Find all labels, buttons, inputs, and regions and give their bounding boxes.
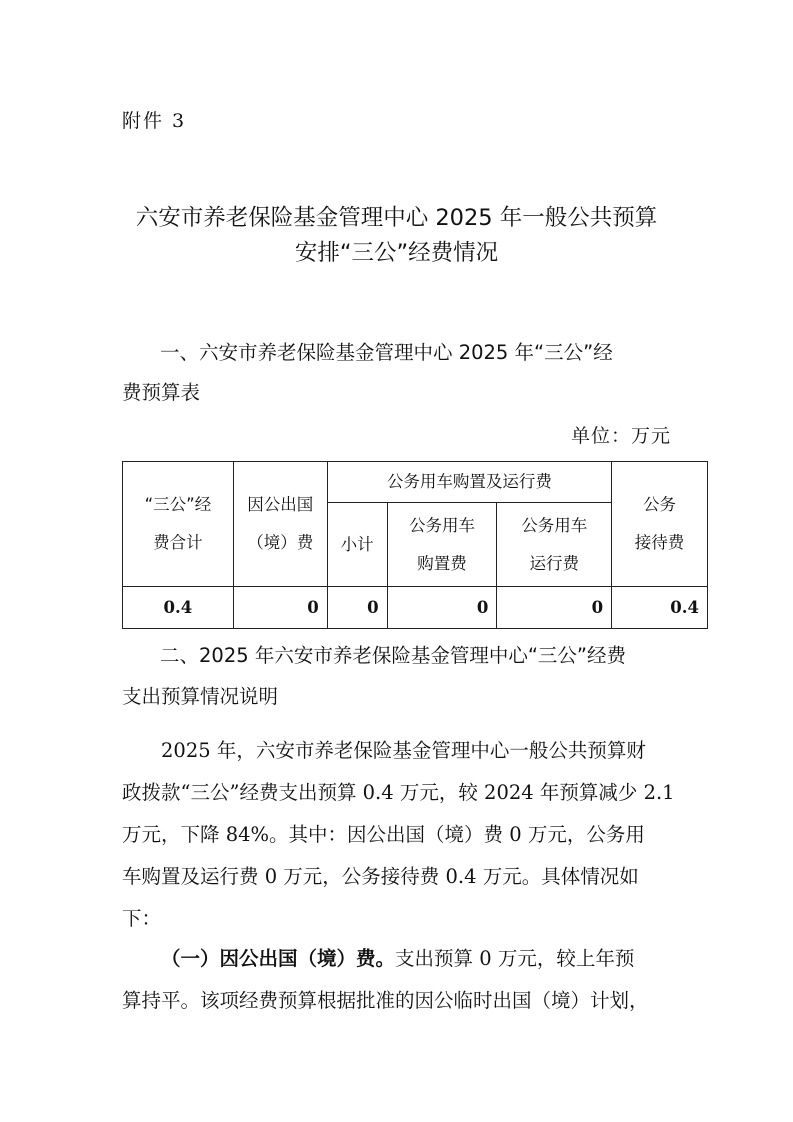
value-reception: 0.4 <box>612 587 708 629</box>
paragraph-1-line: 车购置及运行费 0 万元，公务接待费 0.4 万元。具体情况如 <box>122 865 639 888</box>
paragraph-2-text: 支出预算 0 万元，较上年预 <box>395 947 635 970</box>
section2-heading-cont: 支出预算情况说明 <box>122 685 279 708</box>
header-total-line1: “三公”经 <box>144 495 212 514</box>
paragraph-1-line: 万元，下降 84%。其中：因公出国（境）费 0 万元，公务用 <box>122 823 645 846</box>
header-total-line2: 费合计 <box>153 533 203 552</box>
section1-heading-cont: 费预算表 <box>122 381 201 404</box>
header-vehicle-group: 公务用车购置及运行费 <box>327 462 611 503</box>
table-row <box>123 587 708 629</box>
unit-label: 单位：万元 <box>570 425 671 447</box>
subsection-heading: （一）因公出国（境）费。 <box>161 947 396 970</box>
header-operation <box>497 503 612 587</box>
paragraph-1-line: 政拨款“三公”经费支出预算 0.4 万元，较 2024 年预算减少 2.1 <box>122 781 675 804</box>
header-reception <box>612 462 708 587</box>
header-abroad <box>233 462 327 587</box>
value-operation: 0 <box>497 587 612 629</box>
header-reception-line1: 公务 <box>643 495 677 514</box>
budget-table <box>122 461 708 629</box>
value-purchase: 0 <box>387 587 497 629</box>
section2-heading: 二、2025 年六安市养老保险基金管理中心“三公”经费 <box>160 644 627 667</box>
value-abroad: 0 <box>233 587 327 629</box>
paragraph-2-line: 算持平。该项经费预算根据批准的因公临时出国（境）计划， <box>122 989 649 1012</box>
paragraph-1-line: 2025 年，六安市养老保险基金管理中心一般公共预算财 <box>161 739 646 762</box>
document-title-line1: 六安市养老保险基金管理中心 2025 年一般公共预算 <box>135 205 658 231</box>
header-total <box>123 462 234 587</box>
value-total: 0.4 <box>123 587 234 629</box>
section1-heading: 一、六安市养老保险基金管理中心 2025 年“三公”经 <box>160 341 613 364</box>
header-purchase <box>387 503 497 587</box>
value-subtotal: 0 <box>327 587 387 629</box>
header-operation-line2: 运行费 <box>529 553 579 573</box>
header-abroad-line1: 因公出国 <box>247 495 314 514</box>
document-title-line2: 安排“三公”经费情况 <box>294 240 499 266</box>
paragraph-2-line <box>122 938 678 980</box>
header-purchase-line2: 购置费 <box>417 553 467 573</box>
header-reception-line2: 接待费 <box>634 533 685 552</box>
header-purchase-line1: 公务用车 <box>408 515 475 535</box>
header-operation-line1: 公务用车 <box>521 515 588 535</box>
attachment-label: 附件 3 <box>122 110 187 132</box>
paragraph-1-line: 下： <box>122 907 162 930</box>
header-abroad-line2: （境）费 <box>247 533 314 552</box>
paragraph-2 <box>122 938 678 1022</box>
paragraph-1 <box>122 730 678 940</box>
header-subtotal: 小计 <box>327 503 387 587</box>
